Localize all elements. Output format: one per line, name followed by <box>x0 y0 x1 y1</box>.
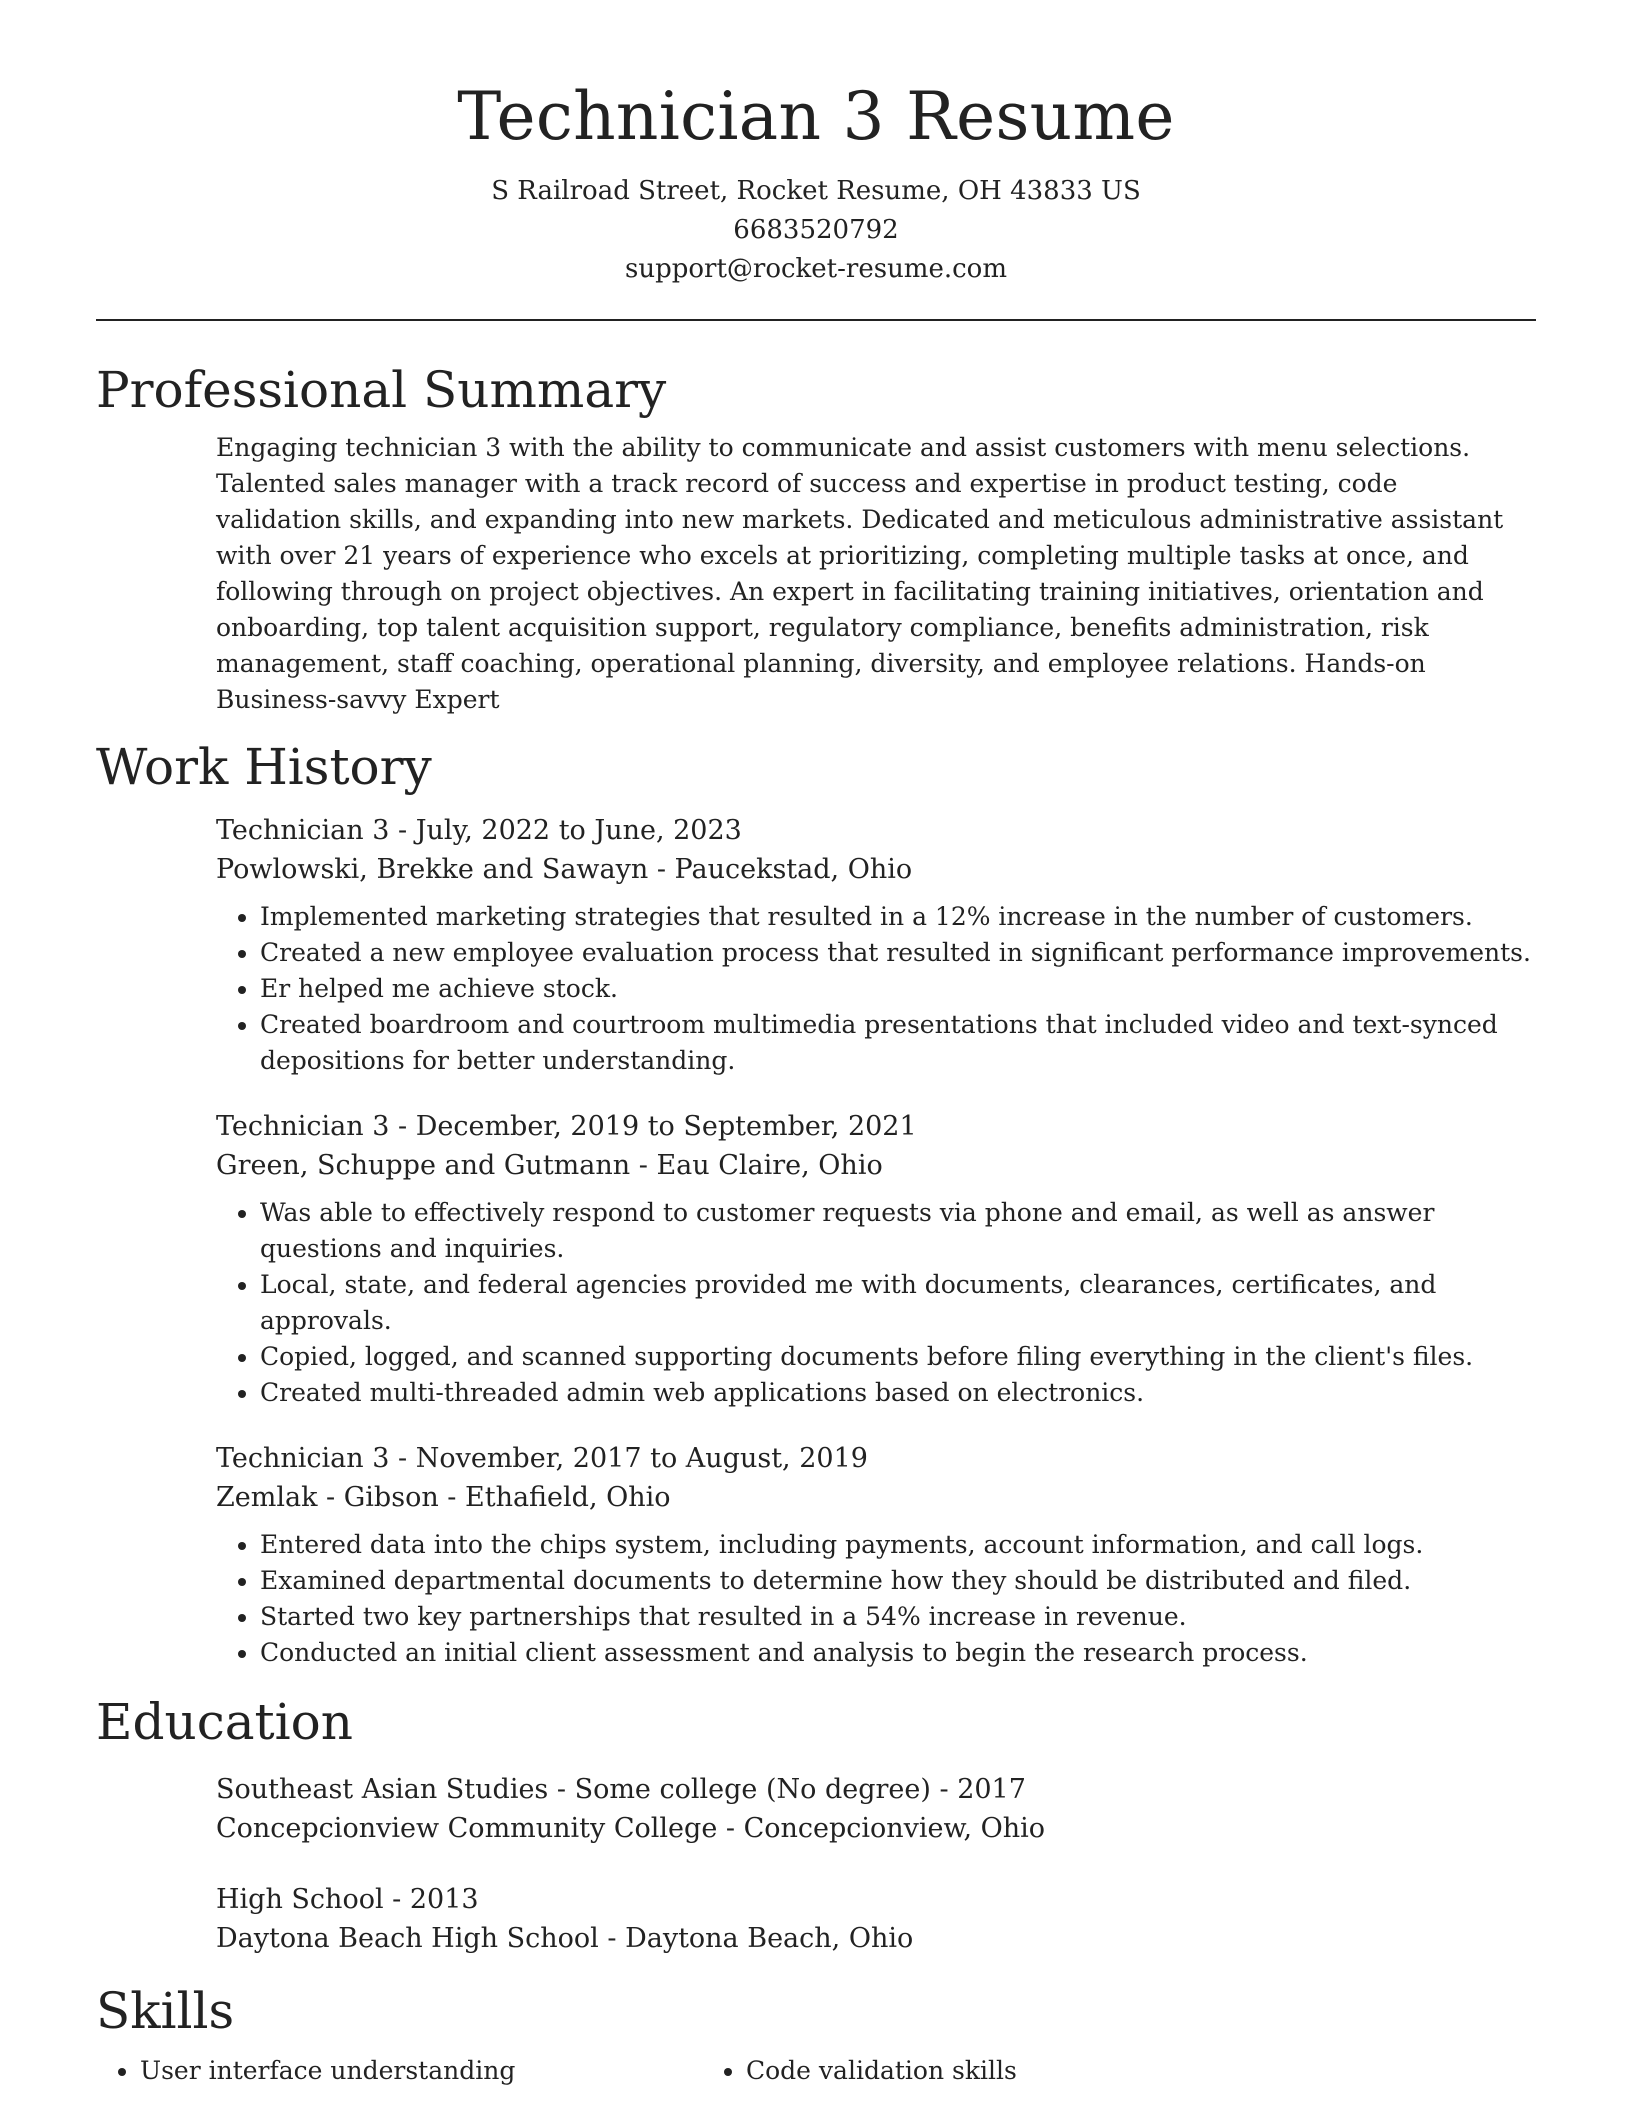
resume-header <box>96 0 1536 289</box>
job-bullets <box>216 899 1536 1079</box>
list-item: • Er helped me achieve stock. <box>260 971 1536 1007</box>
list-item: • Created boardroom and courtroom multimedia presentations that included video and text-synced depositions for better understanding. <box>260 1007 1536 1079</box>
company-name: Green, Schuppe and Gutmann <box>216 1150 631 1181</box>
skill-item: • Code validation skills <box>746 2053 1306 2089</box>
degree-line: Southeast Asian Studies - Some college (No degree) - 2017 <box>216 1774 1026 1805</box>
skills-heading: Skills <box>96 1982 235 2040</box>
job-entry <box>216 1107 1536 1411</box>
list-item: • Created a new employee evaluation process that resulted in significant performance improvements. <box>260 935 1536 971</box>
job-title-line: Technician 3 - November, 2017 to August, 2019 <box>216 1443 868 1474</box>
company-location: - Eau Claire, Ohio <box>630 1150 883 1181</box>
job-company-line <box>216 1478 1536 1517</box>
skills-list <box>96 2053 1536 2089</box>
school-name: Daytona Beach High School <box>216 1923 599 1954</box>
list-item: • Implemented marketing strategies that resulted in a 12% increase in the number of customers. <box>260 899 1536 935</box>
education-entry <box>216 1880 1536 1958</box>
address-text: S Railroad Street, Rocket Resume, OH 43833 US <box>491 176 1141 206</box>
summary-text: Engaging technician 3 with the ability to communicate and assist customers with menu selections. Talented sales manager with a track record of success and expertise in product testing, code validation skills, and expanding into new markets. Dedicated and meticulous administrative assistant with over 21 years of experience who excels at prioritizing, completing multiple tasks at once, and following through on project objectives. An expert in facilitating training initiatives, orientation and onboarding, top talent acquisition support, regulatory compliance, benefits administration, risk management, staff coaching, operational planning, diversity, and employee relations. Hands-on Business-savvy Expert <box>216 433 1504 714</box>
skill-item: • User interface understanding <box>140 2053 706 2089</box>
header-divider <box>96 319 1536 321</box>
company-name: Powlowski, Brekke and Sawayn <box>216 854 649 885</box>
job-entry <box>216 811 1536 1079</box>
job-title-line: Technician 3 - December, 2019 to September, 2021 <box>216 1111 917 1142</box>
school-line <box>216 1919 1536 1958</box>
job-entry <box>216 1439 1536 1671</box>
school-location: - Daytona Beach, Ohio <box>598 1923 914 1954</box>
list-item: • Conducted an initial client assessment and analysis to begin the research process. <box>260 1635 1536 1671</box>
degree-line: High School - 2013 <box>216 1884 479 1915</box>
contact-info <box>96 172 1536 289</box>
list-item: • Created multi-threaded admin web applications based on electronics. <box>260 1375 1536 1411</box>
email-text: support@rocket-resume.com <box>624 254 1007 284</box>
school-line <box>216 1809 1536 1848</box>
list-item: • Copied, logged, and scanned supporting documents before filing everything in the client's files. <box>260 1339 1536 1375</box>
summary-heading: Professional Summary <box>96 361 667 419</box>
phone-text: 6683520792 <box>733 215 899 245</box>
company-location: - Ethafield, Ohio <box>438 1482 671 1513</box>
list-item: • Examined departmental documents to determine how they should be distributed and filed. <box>260 1563 1536 1599</box>
company-name: Zemlak - Gibson <box>216 1482 439 1513</box>
list-item: • Entered data into the chips system, including payments, account information, and call logs. <box>260 1527 1536 1563</box>
list-item: • Started two key partnerships that resulted in a 54% increase in revenue. <box>260 1599 1536 1635</box>
job-title-line: Technician 3 - July, 2022 to June, 2023 <box>216 815 742 846</box>
page-title: Technician 3 Resume <box>457 78 1175 155</box>
job-bullets <box>216 1195 1536 1411</box>
work-history-heading: Work History <box>96 738 432 796</box>
job-company-line <box>216 850 1536 889</box>
school-name: Concepcionview Community College <box>216 1813 718 1844</box>
resume-page <box>96 0 1536 2089</box>
job-company-line <box>216 1146 1536 1185</box>
school-location: - Concepcionview, Ohio <box>717 1813 1046 1844</box>
job-bullets <box>216 1527 1536 1671</box>
education-heading: Education <box>96 1693 353 1751</box>
education-entry <box>216 1770 1536 1848</box>
list-item: • Was able to effectively respond to customer requests via phone and email, as well as answer questions and inquiries. <box>260 1195 1536 1267</box>
list-item: • Local, state, and federal agencies provided me with documents, clearances, certificates, and approvals. <box>260 1267 1536 1339</box>
company-location: - Paucekstad, Ohio <box>648 854 913 885</box>
